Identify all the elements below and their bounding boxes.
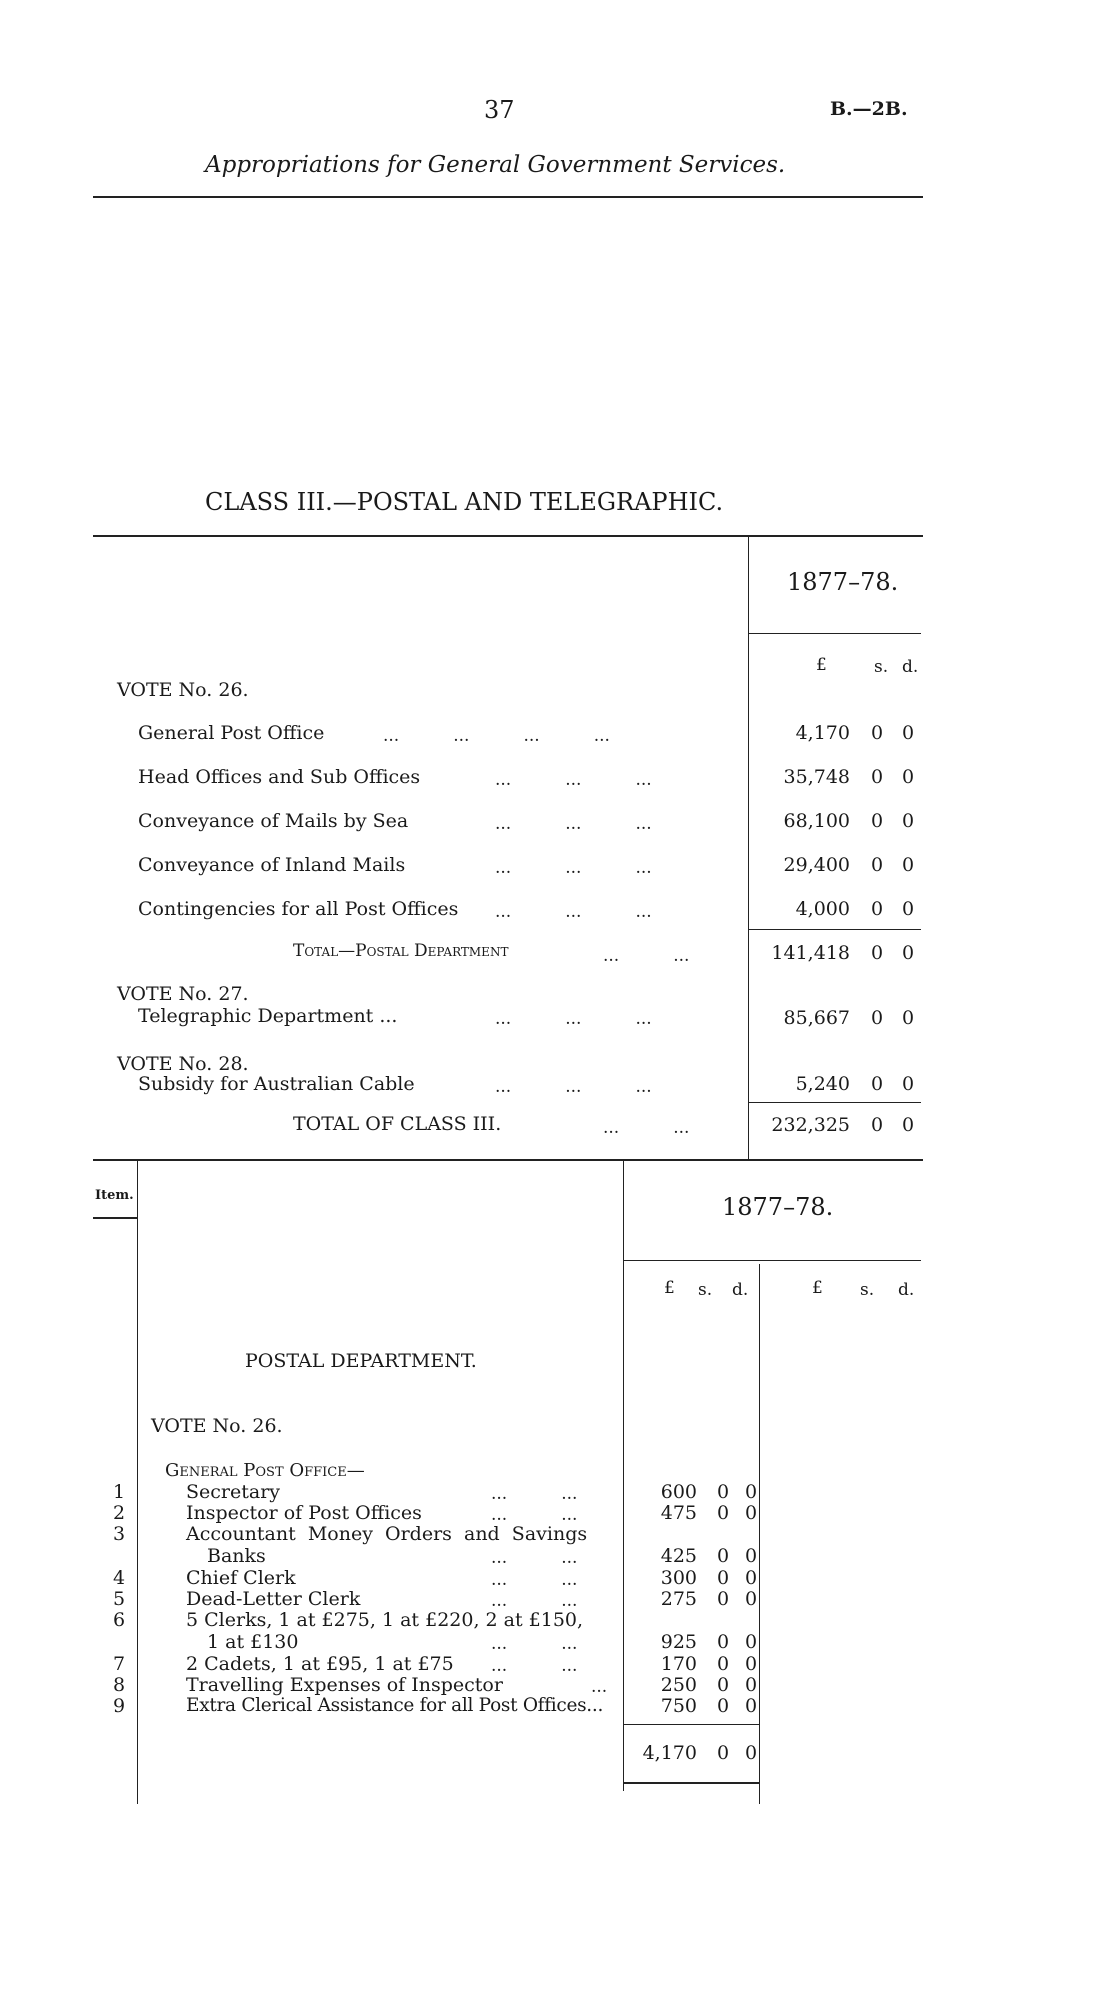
summary-bottom-rule <box>93 1159 923 1161</box>
item-number: 6 <box>112 1609 126 1631</box>
item-shillings: 0 <box>717 1567 730 1589</box>
detail-total-pounds: 4,170 <box>642 1742 697 1764</box>
detail-subtotal-rule <box>624 1724 759 1725</box>
item-header-rule <box>93 1217 137 1219</box>
item-label: 2 Cadets, 1 at £95, 1 at £75 <box>186 1653 454 1675</box>
item-pence: 0 <box>745 1502 758 1524</box>
item-label: Travelling Expenses of Inspector <box>186 1674 503 1696</box>
page-subtitle: Appropriations for General Government Services. <box>205 152 786 178</box>
item-pounds: 250 <box>660 1674 697 1696</box>
item-pence: 0 <box>745 1545 758 1567</box>
item-shillings: 0 <box>717 1481 730 1503</box>
item-number: 3 <box>112 1523 126 1545</box>
item-pence: 0 <box>745 1674 758 1696</box>
detail-year: 1877–78. <box>722 1193 834 1221</box>
item-leaders: ... ... <box>491 1505 578 1525</box>
detail-year-rule <box>624 1260 921 1261</box>
item-label-continued: 1 at £130 <box>207 1631 299 1653</box>
item-shillings: 0 <box>717 1631 730 1653</box>
item-label: Inspector of Post Offices <box>186 1502 422 1524</box>
vote-27-heading: VOTE No. 27. <box>117 983 249 1005</box>
item-shillings: 0 <box>717 1653 730 1675</box>
item-pounds: 425 <box>660 1545 697 1567</box>
item-pence: 0 <box>745 1481 758 1503</box>
item-shillings: 0 <box>717 1545 730 1567</box>
item-leaders: ... <box>591 1677 608 1697</box>
item-number: 5 <box>112 1588 126 1610</box>
detail-shilling-header: s. <box>698 1280 713 1300</box>
item-number: 8 <box>112 1674 126 1696</box>
page-number: 37 <box>484 96 515 124</box>
item-shillings: 0 <box>717 1502 730 1524</box>
item-header: Item. <box>95 1188 134 1203</box>
class-title: CLASS III.—POSTAL AND TELEGRAPHIC. <box>205 488 724 516</box>
grand-subtotal-rule <box>749 1102 921 1103</box>
item-leaders: ... ... <box>491 1656 578 1676</box>
summary-shilling-header: s. <box>874 657 889 677</box>
item-number: 4 <box>112 1567 126 1589</box>
item-label-continued: Banks <box>207 1545 266 1567</box>
detail-total-shillings: 0 <box>717 1742 730 1764</box>
item-pounds: 925 <box>660 1631 697 1653</box>
subtotal-rule <box>749 929 921 930</box>
item-shillings: 0 <box>717 1674 730 1696</box>
summary-pence-header: d. <box>902 657 919 677</box>
item-number: 2 <box>112 1502 126 1524</box>
item-label: Extra Clerical Assistance for all Post Offices... <box>186 1695 604 1716</box>
item-shillings: 0 <box>717 1588 730 1610</box>
detail-total-rule <box>624 1782 759 1784</box>
item-label: Dead-Letter Clerk <box>186 1588 361 1610</box>
item-number: 9 <box>112 1695 126 1717</box>
item-pounds: 275 <box>660 1588 697 1610</box>
summary-column-rule <box>748 537 749 1159</box>
section-title: POSTAL DEPARTMENT. <box>245 1350 477 1372</box>
summary-top-rule <box>93 535 923 537</box>
item-pence: 0 <box>745 1695 758 1717</box>
item-leaders: ... ... <box>491 1548 578 1568</box>
item-pounds: 170 <box>660 1653 697 1675</box>
vote-28-heading: VOTE No. 28. <box>117 1053 249 1075</box>
item-pence: 0 <box>745 1588 758 1610</box>
header-rule <box>93 196 923 198</box>
item-number: 1 <box>112 1481 126 1503</box>
item-pounds: 600 <box>660 1481 697 1503</box>
detail-shilling-header-2: s. <box>860 1280 875 1300</box>
summary-year-rule <box>749 633 921 634</box>
summary-year: 1877–78. <box>787 568 899 596</box>
item-leaders: ... ... <box>491 1484 578 1504</box>
vote-26-heading: VOTE No. 26. <box>117 679 249 701</box>
item-shillings: 0 <box>717 1695 730 1717</box>
item-label: 5 Clerks, 1 at £275, 1 at £220, 2 at £150, <box>186 1609 584 1631</box>
item-leaders: ... ... <box>491 1634 578 1654</box>
item-number: 7 <box>112 1653 126 1675</box>
item-pence: 0 <box>745 1567 758 1589</box>
item-pence: 0 <box>745 1631 758 1653</box>
item-label: Accountant Money Orders and Savings <box>186 1523 588 1545</box>
document-reference: B.—2B. <box>830 98 908 120</box>
item-leaders: ... ... <box>491 1570 578 1590</box>
item-pence: 0 <box>745 1653 758 1675</box>
item-pounds: 300 <box>660 1567 697 1589</box>
detail-vote-heading: VOTE No. 26. <box>151 1415 283 1437</box>
item-pounds: 750 <box>660 1695 697 1717</box>
detail-pence-header-2: d. <box>898 1280 915 1300</box>
second-amount-column-rule <box>759 1264 760 1804</box>
item-leaders: ... ... <box>491 1591 578 1611</box>
item-column-rule <box>137 1161 138 1804</box>
item-label: Secretary <box>186 1481 281 1503</box>
detail-pence-header: d. <box>732 1280 749 1300</box>
general-post-office-subheading: General Post Office— <box>165 1460 365 1481</box>
item-label: Chief Clerk <box>186 1567 296 1589</box>
detail-total-pence: 0 <box>745 1742 758 1764</box>
item-pounds: 475 <box>660 1502 697 1524</box>
summary-pound-header: £ <box>816 655 827 675</box>
detail-pound-header: £ <box>664 1278 675 1298</box>
detail-pound-header-2: £ <box>812 1278 823 1298</box>
